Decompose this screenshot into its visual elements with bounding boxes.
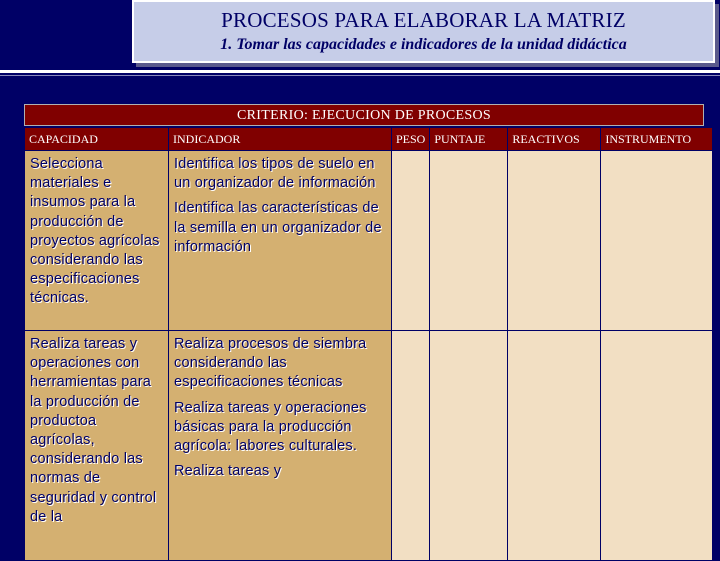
instrumento-cell xyxy=(601,331,713,561)
indicador-item: Realiza tareas y operaciones básicas para la producción agrícola: labores culturales. xyxy=(174,399,367,455)
matrix-table xyxy=(24,127,713,561)
col-header-reactivos: REACTIVOS xyxy=(508,128,601,151)
indicador-item: Identifica las características de la semilla en un organizador de información xyxy=(174,200,382,255)
reactivos-cell xyxy=(508,151,601,331)
puntaje-cell xyxy=(430,331,508,561)
indicador-cell xyxy=(169,151,392,331)
indicador-cell xyxy=(169,331,392,561)
divider-line-thin xyxy=(0,75,720,76)
criterio-banner: CRITERIO: EJECUCION DE PROCESOS xyxy=(24,104,704,126)
table-row xyxy=(25,331,713,561)
table-header-row xyxy=(25,128,713,151)
capacidad-cell: Realiza tareas y operaciones con herramientas para la producción de productoa agrícolas, considerando las normas de seguridad y control de la xyxy=(25,331,169,561)
peso-cell xyxy=(392,151,430,331)
title-box xyxy=(132,0,715,63)
col-header-instrumento: INSTRUMENTO xyxy=(601,128,713,151)
capacidad-cell: Selecciona materiales e insumos para la producción de proyectos agrícolas considerando las especificaciones técnicas. xyxy=(25,151,169,331)
col-header-puntaje: PUNTAJE xyxy=(430,128,508,151)
indicador-item: Identifica los tipos de suelo en un organizador de información xyxy=(174,156,376,192)
table-row xyxy=(25,151,713,331)
col-header-capacidad: CAPACIDAD xyxy=(25,128,169,151)
page-title: PROCESOS PARA ELABORAR LA MATRIZ xyxy=(221,8,626,32)
page-subtitle: 1. Tomar las capacidades e indicadores de la unidad didáctica xyxy=(220,36,627,53)
indicador-item: Realiza tareas y xyxy=(174,463,282,480)
instrumento-cell xyxy=(601,151,713,331)
col-header-peso: PESO xyxy=(392,128,430,151)
puntaje-cell xyxy=(430,151,508,331)
peso-cell xyxy=(392,331,430,561)
reactivos-cell xyxy=(508,331,601,561)
col-header-indicador: INDICADOR xyxy=(169,128,392,151)
divider-line xyxy=(0,70,720,73)
indicador-item: Realiza procesos de siembra considerando las especificaciones técnicas xyxy=(174,336,367,391)
